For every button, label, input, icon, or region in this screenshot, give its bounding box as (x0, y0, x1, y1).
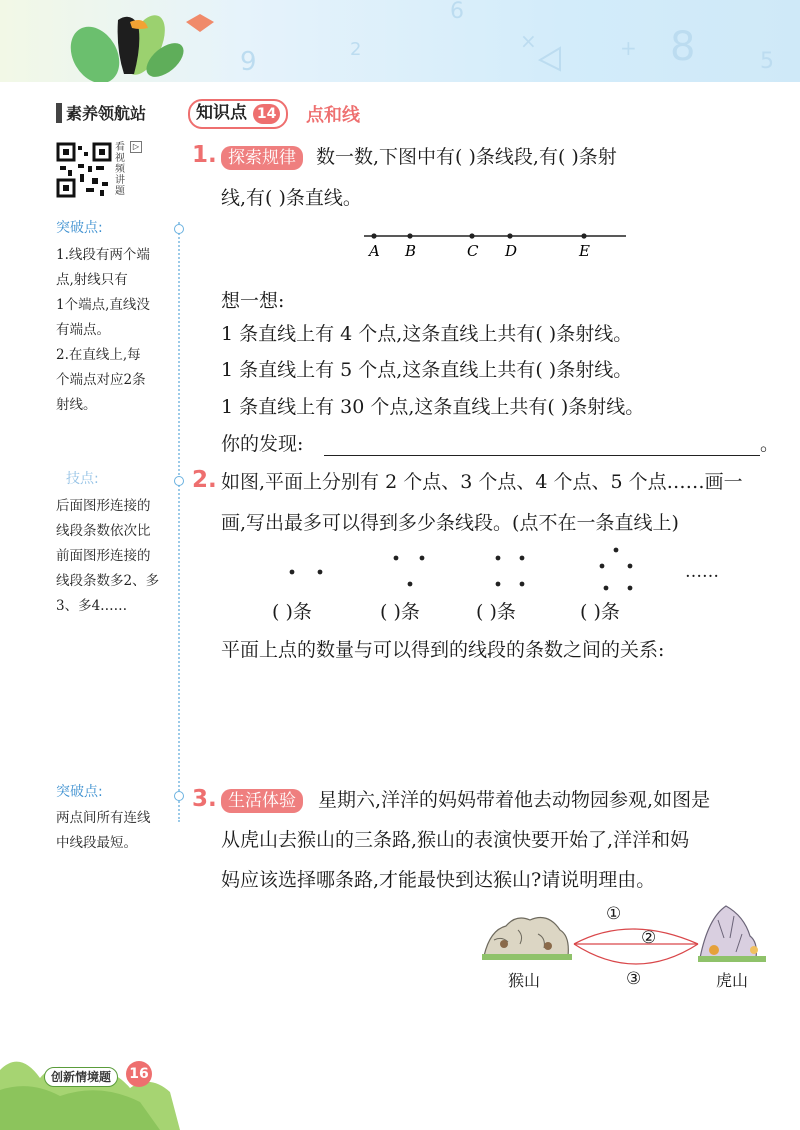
q1-point-label: A (369, 242, 380, 260)
q2-answer[interactable]: ( )条 (580, 601, 620, 623)
divider-dot (174, 224, 184, 234)
q1-point (469, 233, 474, 238)
tip2-body (56, 494, 176, 619)
page-number: 16 (126, 1061, 152, 1087)
tiger-mountain-label: 虎山 (716, 971, 749, 990)
route-1-label: ① (606, 904, 622, 924)
topic-title: 点和线 (306, 105, 360, 126)
q2-line2: 画,写出最多可以得到多少条线段。(点不在一条直线上) (221, 512, 679, 534)
tip1-line: 个端点对应2条 (56, 372, 146, 388)
qr-code-icon[interactable] (56, 142, 112, 198)
tip2-line: 线段条数多2、多 (56, 573, 160, 589)
q2-point (290, 570, 295, 575)
q2-number: 2. (192, 467, 217, 493)
banner-decoration (0, 0, 800, 82)
q2-point (496, 556, 501, 561)
tip3-line: 两点间所有连线 (56, 810, 151, 826)
q1-line-figure (360, 224, 630, 264)
tip1-line: 射线。 (56, 397, 97, 413)
tip1-body (56, 243, 176, 418)
q3-line2: 从虎山去猴山的三条路,猴山的表演快要开始了,洋洋和妈 (221, 829, 690, 851)
brand-marker (56, 103, 62, 123)
brand-title: 素养领航站 (66, 104, 147, 123)
q1-finding-label: 你的发现: (221, 433, 304, 455)
q2-dot-figures (270, 540, 650, 600)
q1-number: 1. (192, 142, 217, 168)
q1-point-label: B (405, 242, 417, 260)
q2-point (604, 586, 609, 591)
tip1-line: 点,射线只有 (56, 272, 128, 288)
route-3-label: ③ (626, 969, 642, 989)
play-icon: ▷ (130, 141, 142, 153)
q2-line1: 如图,平面上分别有 2 个点、3 个点、4 个点、5 个点……画一 (221, 471, 743, 493)
tip2-line: 线段条数依次比 (56, 523, 151, 539)
q3-number: 3. (192, 786, 217, 812)
tiger-mountain-icon (698, 906, 766, 962)
tip2-line: 前面图形连接的 (56, 548, 151, 564)
q1-think-line: 1 条直线上有 5 个点,这条直线上共有( )条射线。 (221, 359, 633, 381)
route-2-label: ② (641, 928, 657, 948)
monkey-mountain-label: 猴山 (508, 971, 541, 990)
q1-point-label: D (505, 242, 518, 260)
tip1-line: 2.在直线上,每 (56, 347, 141, 363)
q3-line3: 妈应该选择哪条路,才能最快到达猴山?请说明理由。 (221, 869, 656, 891)
q1-finding-answer-line[interactable] (324, 455, 760, 456)
svg-text:6: 6 (450, 0, 464, 24)
q1-finding-end: 。 (760, 433, 780, 455)
q1-point (371, 233, 376, 238)
tip2-line: 3、多4…… (56, 598, 128, 614)
tip3-title: 突破点: (56, 784, 103, 800)
footer-label: 创新情境题 (44, 1067, 118, 1087)
q2-ellipsis: …… (685, 562, 719, 582)
knowledge-number: 14 (253, 104, 280, 124)
q1-think-line: 1 条直线上有 30 个点,这条直线上共有( )条射线。 (221, 396, 645, 418)
svg-text:5: 5 (760, 49, 774, 74)
divider-dot (174, 476, 184, 486)
sidebar-divider (178, 222, 180, 822)
q2-point (520, 556, 525, 561)
route-3-path (574, 944, 698, 964)
route-1-path (574, 929, 698, 944)
q1-line2: 线,有( )条直线。 (221, 187, 362, 209)
svg-text:9: 9 (240, 47, 257, 77)
tip2-title: 技点: (66, 471, 99, 487)
q2-point (520, 582, 525, 587)
q1-point (507, 233, 512, 238)
q1-point (407, 233, 412, 238)
knowledge-label: 知识点 (196, 103, 247, 123)
knowledge-badge (188, 99, 288, 129)
q2-point (420, 556, 425, 561)
q2-point (496, 582, 501, 587)
q2-point (408, 582, 413, 587)
q3-line1: 星期六,洋洋的妈妈带着他去动物园参观,如图是 (318, 789, 711, 811)
svg-text:+: + (620, 36, 637, 60)
svg-text:×: × (520, 29, 537, 53)
tip1-line: 1个端点,直线没 (56, 297, 150, 313)
divider-dot (174, 791, 184, 801)
tip1-line: 有端点。 (56, 322, 110, 338)
q1-tag-label: 探索规律 (221, 146, 303, 170)
svg-text:2: 2 (350, 39, 362, 60)
q1-think-line: 1 条直线上有 4 个点,这条直线上共有( )条射线。 (221, 323, 633, 345)
svg-text:8: 8 (670, 24, 696, 70)
qr-caption: 看视频讲题 (115, 142, 125, 197)
q2-point (394, 556, 399, 561)
q2-relation: 平面上点的数量与可以得到的线段的条数之间的关系: (221, 639, 665, 661)
q2-answer[interactable]: ( )条 (380, 601, 420, 623)
bow-icon (186, 14, 214, 32)
tip3-body (56, 806, 176, 856)
q2-point (600, 564, 605, 569)
q1-think-title: 想一想: (221, 290, 285, 312)
q1-point (581, 233, 586, 238)
q2-answer-area[interactable] (221, 672, 761, 772)
tip3-line: 中线段最短。 (56, 835, 137, 851)
q1-point-label: E (579, 242, 590, 260)
q1-tag (221, 146, 303, 170)
monkey-mountain-icon (482, 918, 572, 960)
q1-line1: 数一数,下图中有( )条线段,有( )条射 (316, 146, 617, 168)
q3-tag (221, 789, 303, 813)
q2-point (628, 564, 633, 569)
q2-point (614, 548, 619, 553)
q2-answer[interactable]: ( )条 (476, 601, 516, 623)
q2-point (628, 586, 633, 591)
tip1-line: 1.线段有两个端 (56, 247, 150, 263)
tip2-line: 后面图形连接的 (56, 498, 151, 514)
q3-tag-label: 生活体验 (221, 789, 303, 813)
q2-point (318, 570, 323, 575)
tip1-title: 突破点: (56, 220, 103, 236)
q2-answer[interactable]: ( )条 (272, 601, 312, 623)
q1-point-label: C (467, 242, 479, 260)
